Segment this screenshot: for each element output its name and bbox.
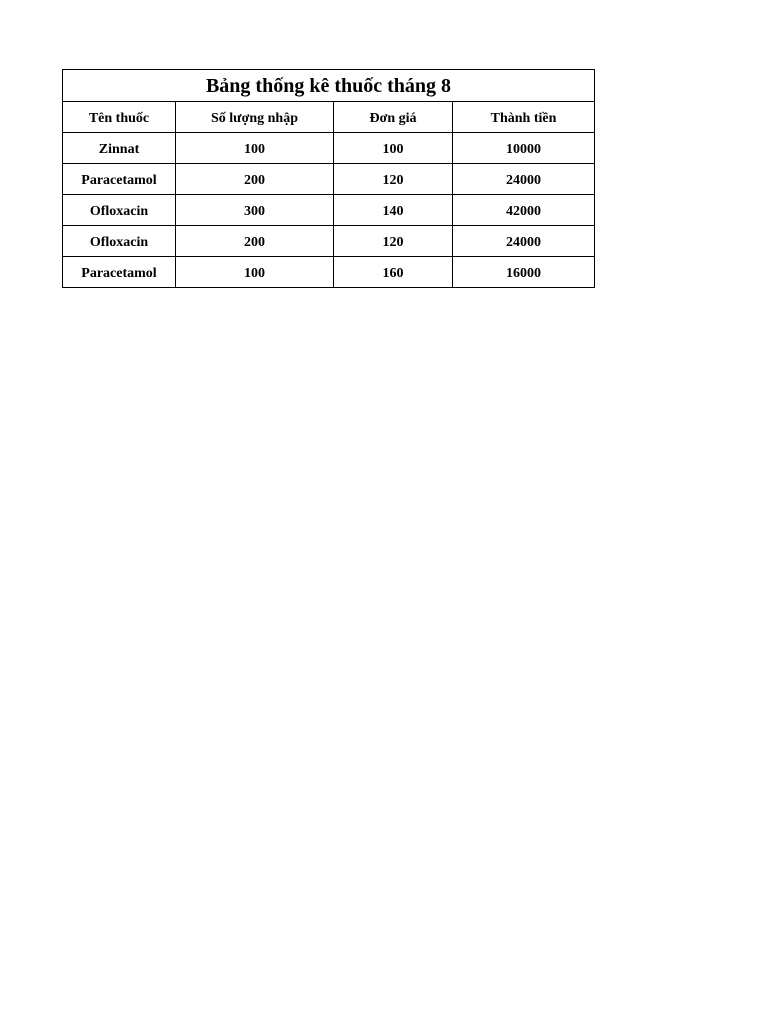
header-total: Thành tiền [453,102,595,133]
table-row [63,226,595,257]
cell-total: 42000 [453,195,595,226]
cell-quantity: 200 [176,226,334,257]
header-quantity: Số lượng nhập [176,102,334,133]
cell-total: 16000 [453,257,595,288]
table-row [63,257,595,288]
cell-unit-price: 120 [334,226,453,257]
cell-medicine-name: Ofloxacin [63,195,176,226]
cell-medicine-name: Ofloxacin [63,226,176,257]
cell-medicine-name: Zinnat [63,133,176,164]
cell-quantity: 300 [176,195,334,226]
cell-total: 24000 [453,226,595,257]
cell-unit-price: 120 [334,164,453,195]
cell-medicine-name: Paracetamol [63,257,176,288]
cell-total: 24000 [453,164,595,195]
title-row [63,70,595,102]
cell-quantity: 200 [176,164,334,195]
cell-quantity: 100 [176,257,334,288]
header-unit-price: Đơn giá [334,102,453,133]
header-row [63,102,595,133]
cell-unit-price: 100 [334,133,453,164]
cell-total: 10000 [453,133,595,164]
cell-medicine-name: Paracetamol [63,164,176,195]
cell-quantity: 100 [176,133,334,164]
header-medicine-name: Tên thuốc [63,102,176,133]
table-row [63,164,595,195]
cell-unit-price: 160 [334,257,453,288]
table-row [63,195,595,226]
cell-unit-price: 140 [334,195,453,226]
table-title: Bảng thống kê thuốc tháng 8 [63,70,595,102]
medicine-statistics-table [62,69,595,288]
table-row [63,133,595,164]
